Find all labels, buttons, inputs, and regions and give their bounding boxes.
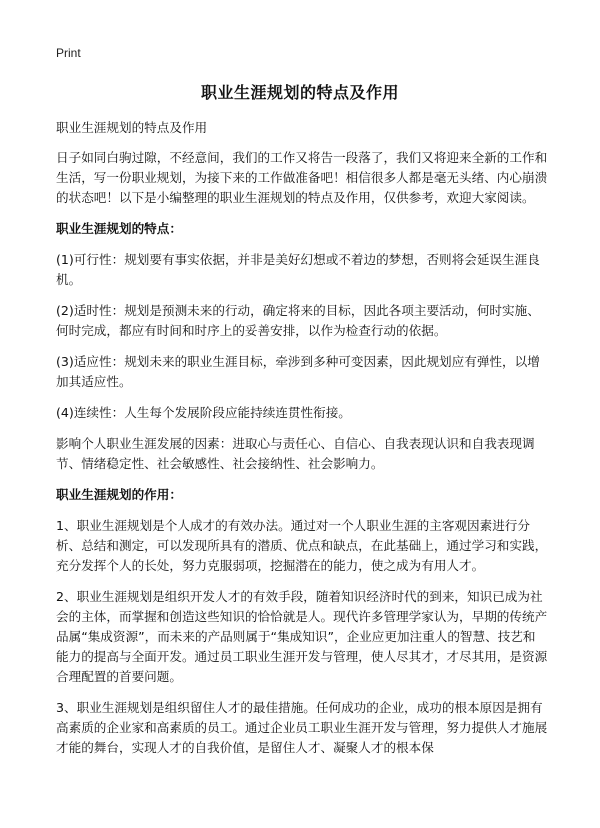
features-heading: 职业生涯规划的特点：	[56, 221, 182, 236]
print-label: Print	[56, 46, 81, 60]
intro-paragraph: 日子如同白驹过隙，不经意间，我们的工作又将告一段落了，我们又将迎来全新的工作和生活，写一份职业规划，为接下来的工作做准备吧！相信很多人都是毫无头绪、内心崩溃的状态吧！以下是小编整理的职业生涯规划的特点及作用，仅供参考，欢迎大家阅读。	[56, 150, 548, 205]
feature-item: (2)适时性：规划是预测未来的行动，确定将来的目标，因此各项主要活动，何时实施、何时完成，都应有时间和时序上的妥善安排，以作为检查行动的依据。	[56, 303, 540, 338]
role-item: 1、职业生涯规划是个人成才的有效办法。通过对一个人职业生涯的主客观因素进行分析、总结和测定，可以发现所具有的潜质、优点和缺点，在此基础上，通过学习和实践，充分发挥个人的长处，努力克服弱项，挖掘潜在的能力，使之成为有用人才。	[56, 518, 548, 573]
document-body	[56, 118, 548, 769]
roles-heading: 职业生涯规划的作用：	[56, 487, 182, 502]
feature-item: (3)适应性：规划未来的职业生涯目标，牵涉到多种可变因素，因此规划应有弹性，以增加其适应性。	[56, 354, 540, 389]
feature-item: (1)可行性：规划要有事实依据，并非是美好幻想或不着边的梦想，否则将会延误生涯良机。	[56, 252, 540, 287]
document-subtitle: 职业生涯规划的特点及作用	[56, 120, 208, 135]
role-item: 3、职业生涯规划是组织留住人才的最佳措施。任何成功的企业，成功的根本原因是拥有高素质的企业家和高素质的员工。通过企业员工职业生涯开发与管理，努力提供人才施展才能的舞台，实现人才的自我价值，是留住人才、凝聚人才的根本保	[56, 700, 548, 755]
factors-paragraph: 影响个人职业生涯发展的因素：进取心与责任心、自信心、自我表现认识和自我表现调节、情绪稳定性、社会敏感性、社会接纳性、社会影响力。	[56, 436, 535, 471]
feature-item: (4)连续性：人生每个发展阶段应能持续连贯性衔接。	[56, 405, 351, 420]
role-item: 2、职业生涯规划是组织开发人才的有效手段，随着知识经济时代的到来，知识已成为社会的主体，而掌握和创造这些知识的恰恰就是人。现代许多管理学家认为，早期的传统产品属“集成资源”，而未来的产品则属于“集成知识”，企业应更加注重人的智慧、技艺和能力的提高与全面开发。通过员工职业生涯开发与管理，使人尽其才，才尽其用，是资源合理配置的首要问题。	[56, 589, 548, 684]
document-title: 职业生涯规划的特点及作用	[200, 83, 399, 102]
